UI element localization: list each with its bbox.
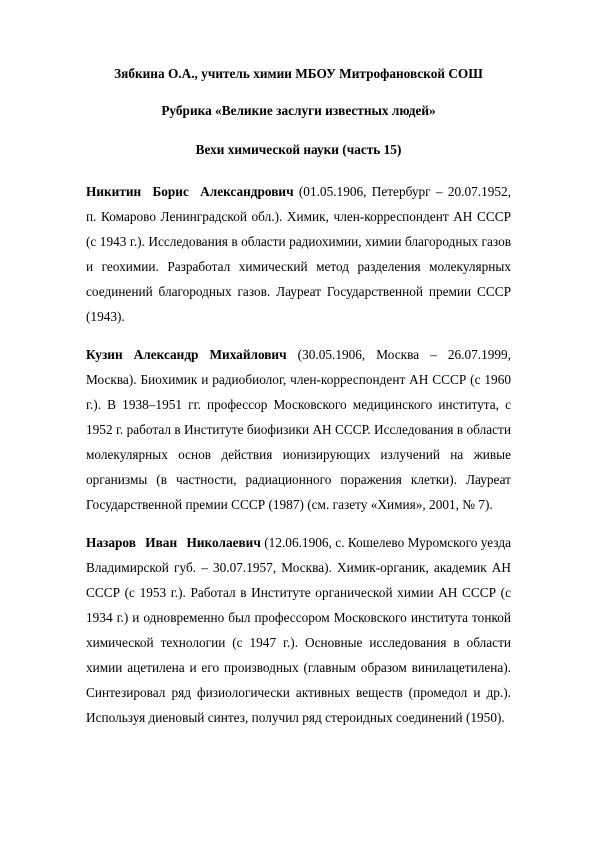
entry-name: Кузин Александр Михайлович xyxy=(86,347,287,362)
entry-name: Назаров Иван Николаевич xyxy=(86,535,261,550)
page-title: Вехи химической науки (часть 15) xyxy=(195,142,402,157)
entry-text: (12.06.1906, с. Кошелево Муромского уезда Владимирской губ. – 30.07.1957, Москва). Химик-органик, академик АН СССР (с 1953 г.). Работал в Институте органической химии АН СССР (с 1934 г.) и одновременно был профессором Московского института тонкой химической технологии (с 1947 г.). Основные исследования в области химии ацетилена и его производных (главным образом винилацетилена). Синтезировал ряд физиологически активных веществ (промедол и др.). Используя диеновый синтез, получил ряд стероидных соединений (1950). xyxy=(86,535,511,725)
rubric-line: Рубрика «Великие заслуги известных людей» xyxy=(161,103,436,118)
entry-text: (30.05.1906, Москва – 26.07.1999, Москва). Биохимик и радиобиолог, член-корреспондент АН СССР (с 1960 г.). В 1938–1951 гг. профессор Московского медицинского института, с 1952 г. работал в Институте биофизики АН СССР. Исследования в области молекулярных основ действия ионизирующих излучений на живые организмы (в частности, радиационного поражения клетки). Лауреат Государственной премии СССР (1987) (см. газету «Химия», 2001, № 7). xyxy=(86,347,511,512)
entry-name: Никитин Борис Александрович xyxy=(86,184,294,199)
entry-paragraph-nazarov xyxy=(86,530,511,730)
entry-text: (01.05.1906, Петербург – 20.07.1952, п. Комарово Ленинградской обл.). Химик, член-корреспондент АН СССР (с 1943 г.). Исследования в области радиохимии, химии благородных газов и геохимии. Разработал химический метод разделения молекулярных соединений благородных газов. Лауреат Государственной премии СССР (1943). xyxy=(86,184,511,324)
entry-paragraph-nikitin xyxy=(86,179,511,329)
entry-paragraph-kuzin xyxy=(86,342,511,517)
author-line: Зябкина О.А., учитель химии МБОУ Митрофановской СОШ xyxy=(114,66,483,81)
